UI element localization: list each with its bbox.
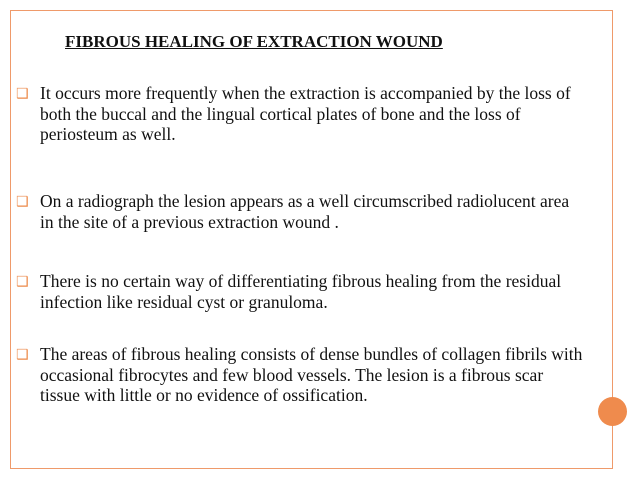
bullet-text-4: The areas of fibrous healing consists of dense bundles of collagen fibrils with occasional fibrocytes and few blood vessels. The lesion is a fibrous scar tissue with little or no evidence of ossification. xyxy=(40,344,583,405)
checkbox-bullet-icon: ❑ xyxy=(16,274,29,290)
slide-frame-left xyxy=(10,10,11,469)
checkbox-bullet-icon: ❑ xyxy=(16,86,29,102)
orange-circle-decoration xyxy=(598,397,627,426)
bullet-text-3: There is no certain way of differentiating fibrous healing from the residual infection like residual cyst or granuloma. xyxy=(40,271,562,312)
checkbox-bullet-icon: ❑ xyxy=(16,347,29,363)
bullet-text-2: On a radiograph the lesion appears as a well circumscribed radiolucent area in the site of a previous extraction wound . xyxy=(40,191,570,232)
bullet-text-1: It occurs more frequently when the extraction is accompanied by the loss of both the buccal and the lingual cortical plates of bone and the loss of periosteum as well. xyxy=(40,83,571,144)
checkbox-bullet-icon: ❑ xyxy=(16,194,29,210)
slide-frame-top xyxy=(10,10,613,11)
slide-frame-bottom xyxy=(10,468,613,469)
slide-title: FIBROUS HEALING OF EXTRACTION WOUND xyxy=(65,32,443,51)
